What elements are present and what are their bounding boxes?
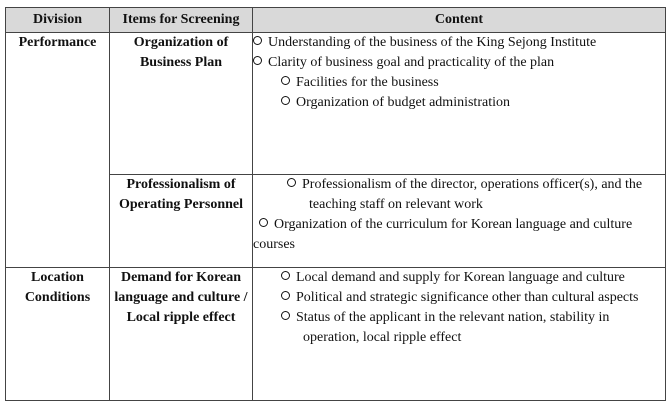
content-text: Professionalism of the director, operations officer(s), and the	[302, 177, 643, 192]
header-division: Division	[6, 8, 110, 33]
content-bullet-line	[253, 288, 665, 308]
item-text: Operating Personnel	[118, 197, 244, 212]
content-bullet-line	[253, 93, 665, 113]
circle-bullet-icon	[281, 76, 290, 85]
division-cell	[6, 33, 110, 268]
item-text: Organization of	[133, 35, 229, 50]
content-text: Status of the applicant in the relevant nation, stability in	[296, 310, 610, 325]
circle-bullet-icon	[281, 96, 290, 105]
content-text: Understanding of the business of the King Sejong Institute	[268, 35, 597, 50]
division-text: Performance	[18, 35, 97, 50]
content-cell	[253, 268, 666, 401]
content-continuation: teaching staff on relevant work	[309, 197, 483, 212]
item-text: Demand for Korean	[120, 270, 242, 285]
content-bullet-line	[253, 33, 665, 53]
content-cell	[253, 33, 666, 175]
header-items-for-screening: Items for Screening	[110, 8, 253, 33]
content-bullet-line	[253, 53, 665, 73]
screening-table-frame	[5, 7, 665, 402]
screening-criteria-table	[5, 7, 666, 401]
content-text: Facilities for the business	[296, 75, 439, 90]
circle-bullet-icon	[287, 178, 296, 187]
content-text: Local demand and supply for Korean language and culture	[296, 270, 625, 285]
item-cell	[110, 33, 253, 175]
content-continuation: operation, local ripple effect	[303, 330, 462, 345]
content-bullet-line	[253, 175, 665, 195]
content-continuation: courses	[253, 237, 295, 252]
content-bullet-line	[253, 73, 665, 93]
division-text: Conditions	[24, 290, 91, 305]
content-bullet-line	[253, 308, 665, 328]
circle-bullet-icon	[253, 36, 262, 45]
item-cell	[110, 268, 253, 401]
content-text: Organization of budget administration	[296, 95, 510, 110]
header-row	[6, 8, 666, 33]
circle-bullet-icon	[281, 271, 290, 280]
circle-bullet-icon	[281, 291, 290, 300]
item-cell	[110, 175, 253, 268]
content-text: Political and strategic significance other than cultural aspects	[296, 290, 639, 305]
circle-bullet-icon	[281, 311, 290, 320]
content-text: Organization of the curriculum for Korean language and culture	[274, 217, 633, 232]
item-text: Business Plan	[139, 55, 223, 70]
content-bullet-line	[253, 268, 665, 288]
content-cell	[253, 175, 666, 268]
circle-bullet-icon	[253, 56, 262, 65]
table-row	[6, 268, 666, 401]
circle-bullet-icon	[259, 218, 268, 227]
table-row	[6, 33, 666, 175]
item-text: Professionalism of	[126, 177, 236, 192]
content-bullet-line	[253, 215, 665, 235]
division-text: Location	[31, 270, 84, 285]
content-text: Clarity of business goal and practicality of the plan	[268, 55, 555, 70]
header-content: Content	[253, 8, 666, 33]
item-text: language and culture /	[114, 290, 248, 305]
division-cell	[6, 268, 110, 401]
item-text: Local ripple effect	[126, 310, 236, 325]
